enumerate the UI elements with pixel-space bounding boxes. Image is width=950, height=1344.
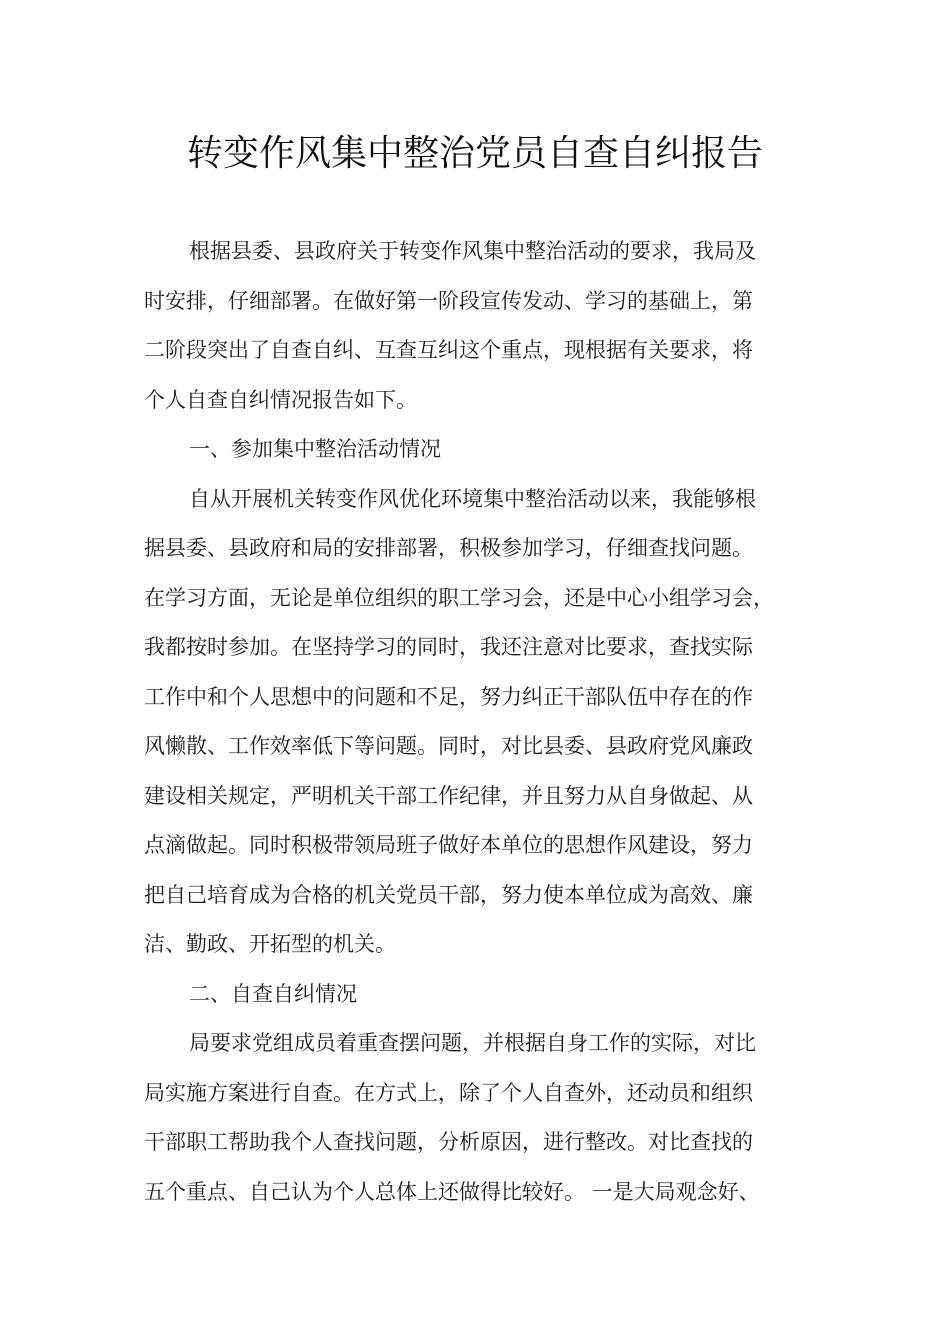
body-line: 根据县委、县政府关于转变作风集中整治活动的要求，我局及 — [189, 239, 756, 263]
body-line: 五个重点、自己认为个人总体上还做得比较好。 一是大局观念好、 — [144, 1179, 760, 1204]
body-line: 我都按时参加。在坚持学习的同时，我还注意对比要求，查找实际 — [144, 635, 753, 659]
body-line: 点滴做起。同时积极带领局班子做好本单位的思想作风建设，努力 — [144, 833, 753, 857]
body-line: 洁、勤政、开拓型的机关。 — [144, 932, 396, 956]
section-heading-2: 二、自查自纠情况 — [189, 981, 357, 1006]
body-line: 局实施方案进行自查。在方式上，除了个人自查外，还动员和组织 — [144, 1080, 753, 1105]
body-line: 在学习方面，无论是单位组织的职工学习会，还是中心小组学习会， — [144, 585, 774, 610]
document-title: 转变作风集中整治党员自查自纠报告 — [186, 133, 763, 174]
body-line: 自从开展机关转变作风优化环境集中整治活动以来，我能够根 — [189, 486, 756, 511]
section-heading-1: 一、参加集中整治活动情况 — [189, 437, 441, 461]
body-line: 工作中和个人思想中的问题和不足，努力纠正干部队伍中存在的作 — [144, 684, 753, 709]
body-line: 时安排，仔细部署。在做好第一阶段宣传发动、学习的基础上，第 — [144, 288, 753, 313]
body-line: 局要求党组成员着重查摆问题，并根据自身工作的实际，对比 — [189, 1031, 756, 1055]
body-line: 干部职工帮助我个人查找问题，分析原因，进行整改。对比查找的 — [144, 1130, 753, 1154]
document-body — [144, 227, 816, 1217]
body-line: 风懒散、工作效率低下等问题。同时，对比县委、县政府党风廉政 — [144, 734, 753, 758]
body-line: 个人自查自纠情况报告如下。 — [144, 387, 417, 412]
body-line: 据县委、县政府和局的安排部署，积极参加学习，仔细查找问题。 — [144, 536, 753, 560]
body-line: 把自己培育成为合格的机关党员干部，努力使本单位成为高效、廉 — [144, 882, 753, 907]
body-line: 二阶段突出了自查自纠、互查互纠这个重点，现根据有关要求，将 — [144, 338, 753, 362]
body-line: 建设相关规定，严明机关干部工作纪律，并且努力从自身做起、从 — [144, 783, 753, 808]
